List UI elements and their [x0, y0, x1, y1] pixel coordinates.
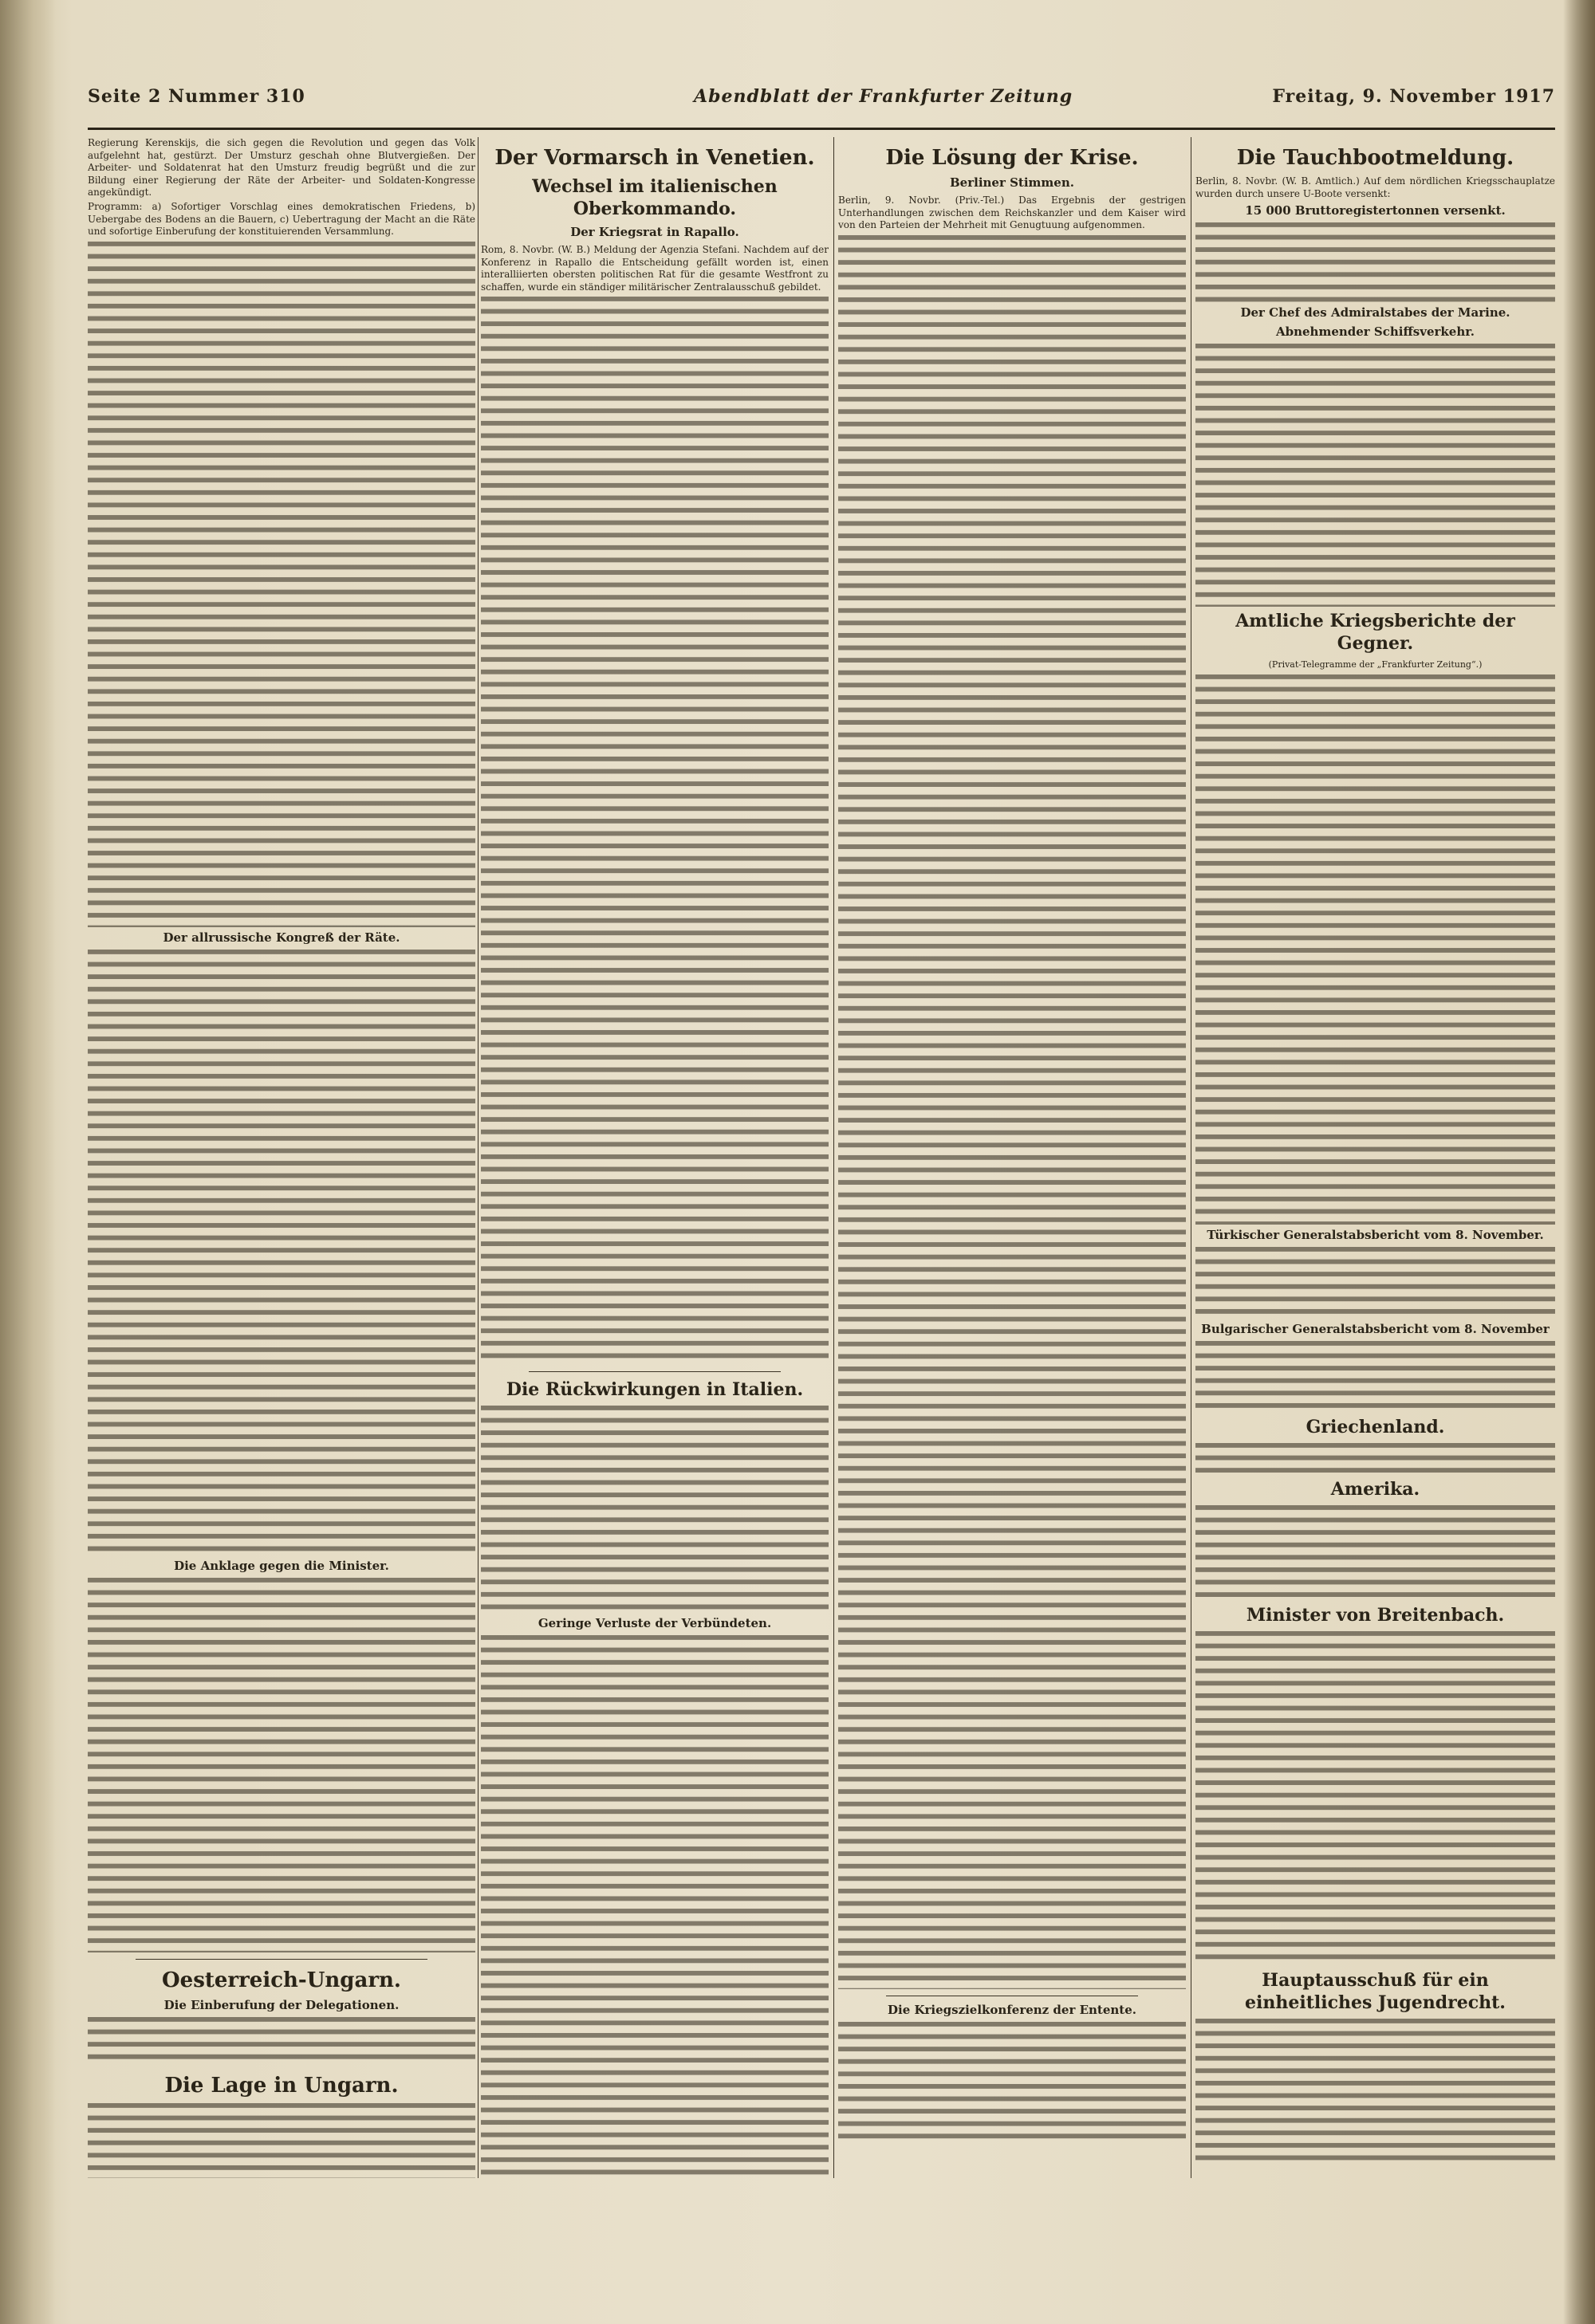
body-text-block [838, 2022, 1186, 2141]
column-3 [838, 137, 1186, 2178]
body-text-block [1195, 2019, 1555, 2162]
body-text-block [1195, 1505, 1555, 1601]
signature-line: Der Chef des Admiralstabes der Marine. [1240, 305, 1510, 320]
article-headline: Die Lage in Ungarn. [164, 2073, 399, 2098]
section-heading: Die Anklage gegen die Minister. [174, 1558, 389, 1573]
article-text: Programm: a) Sofortiger Vorschlag eines demokratischen Friedens, b) Uebergabe des Bodens an die Bauern, c) Uebertragung der Macht an die Räte und sofortige Einberufung der konstituierenden Versammlung. [88, 200, 475, 238]
body-text-block [1195, 1631, 1555, 1966]
column-1 [88, 137, 475, 2178]
article-headline: Die Tauchbootmeldung. [1236, 146, 1514, 170]
article-text: Berlin, 9. Novbr. (Priv.-Tel.) Das Ergebnis der gestrigen Unterhandlungen zwischen dem Reichskanzler und dem Kaiser wird von den Parteien der Mehrheit mit Genugtuung aufgenommen. [838, 195, 1186, 231]
body-text-block [838, 235, 1186, 1989]
section-rule [529, 1371, 781, 1372]
column-2 [481, 137, 829, 2178]
article-subheading: (Privat-Telegramme der „Frankfurter Zeitung“.) [1268, 659, 1483, 670]
article-subheading: Der Kriegsrat in Rapallo. [570, 225, 739, 239]
body-text-block [1195, 1247, 1555, 1319]
header-page-number: Seite 2 Nummer 310 [88, 86, 305, 107]
article-headline: Griechenland. [1306, 1417, 1445, 1438]
body-text-block [88, 242, 475, 927]
article-headline: Oesterreich-Ungarn. [162, 1968, 401, 1992]
article-headline: Die Lösung der Krise. [885, 146, 1139, 170]
article-headline: Hauptausschuß für ein einheitliches Jugendrecht. [1245, 1970, 1506, 2014]
section-heading: Der allrussische Kongreß der Räte. [163, 930, 400, 945]
article-headline: Amtliche Kriegsberichte der Gegner. [1235, 611, 1515, 655]
body-text-block [88, 2017, 475, 2065]
header-rule [88, 128, 1555, 130]
body-text-block [88, 2103, 475, 2178]
body-text-block [481, 1406, 829, 1613]
article-headline: Der Vormarsch in Venetien. [494, 146, 815, 170]
body-text-block [481, 297, 829, 1365]
column-divider [833, 137, 834, 2178]
article-headline: Die Rückwirkungen in Italien. [506, 1379, 804, 1401]
article-headline: Minister von Breitenbach. [1246, 1605, 1505, 1626]
section-heading: Bulgarischer Generalstabsbericht vom 8. November [1201, 1322, 1550, 1337]
article-text: Berlin, 8. Novbr. (W. B. Amtlich.) Auf dem nördlichen Kriegsschauplatze wurden durch unsere U-Boote versenkt: [1195, 175, 1555, 199]
section-heading: Türkischer Generalstabsbericht vom 8. November. [1207, 1228, 1544, 1243]
body-text-block [1195, 1443, 1555, 1475]
book-spine [0, 0, 56, 2324]
body-text-block [88, 1578, 475, 1952]
section-rule [136, 1959, 427, 1960]
header-masthead: Abendblatt der Frankfurter Zeitung [694, 86, 1073, 107]
article-headline: Amerika. [1330, 1479, 1420, 1500]
tonnage-line: 15 000 Bruttoregistertonnen versenkt. [1245, 203, 1506, 218]
article-headline: Die Kriegszielkonferenz der Entente. [887, 2002, 1136, 2017]
body-text-block [88, 950, 475, 1555]
article-text: Rom, 8. Novbr. (W. B.) Meldung der Agenzia Stefani. Nachdem auf der Konferenz in Rapallo die Entscheidung gefällt worden ist, einen interalliierten obersten politischen Rat für die gesamte Westfront zu schaffen, wurde ein ständiger militärischer Zentralausschuß gebildet. [481, 244, 829, 293]
section-heading: Abnehmender Schiffsverkehr. [1275, 324, 1475, 340]
page-header [88, 86, 1555, 126]
body-text-block [1195, 674, 1555, 1225]
body-text-block [1195, 1341, 1555, 1413]
column-4 [1195, 137, 1555, 2178]
page-edge-shadow [1563, 0, 1595, 2324]
article-subheading: Geringe Verluste der Verbündeten. [538, 1616, 772, 1631]
header-date: Freitag, 9. November 1917 [1272, 86, 1555, 107]
body-text-block [481, 1635, 829, 2178]
article-text: Regierung Kerenskijs, die sich gegen die Revolution und gegen das Volk aufgelehnt hat, gestürzt. Der Umsturz geschah ohne Blutvergießen. Der Arbeiter- und Soldatenrat hat den Umsturz freudig begrüßt und die zur Bildung einer Regierung der Räte der Arbeiter- und Soldaten-Kongresse angekündigt. [88, 137, 475, 199]
article-subheading: Die Einberufung der Delegationen. [163, 1997, 400, 2012]
article-headline: Wechsel im italienischen Oberkommando. [532, 176, 778, 219]
body-text-block [1195, 344, 1555, 607]
article-subheading: Berliner Stimmen. [950, 175, 1074, 190]
body-text-block [1195, 222, 1555, 302]
